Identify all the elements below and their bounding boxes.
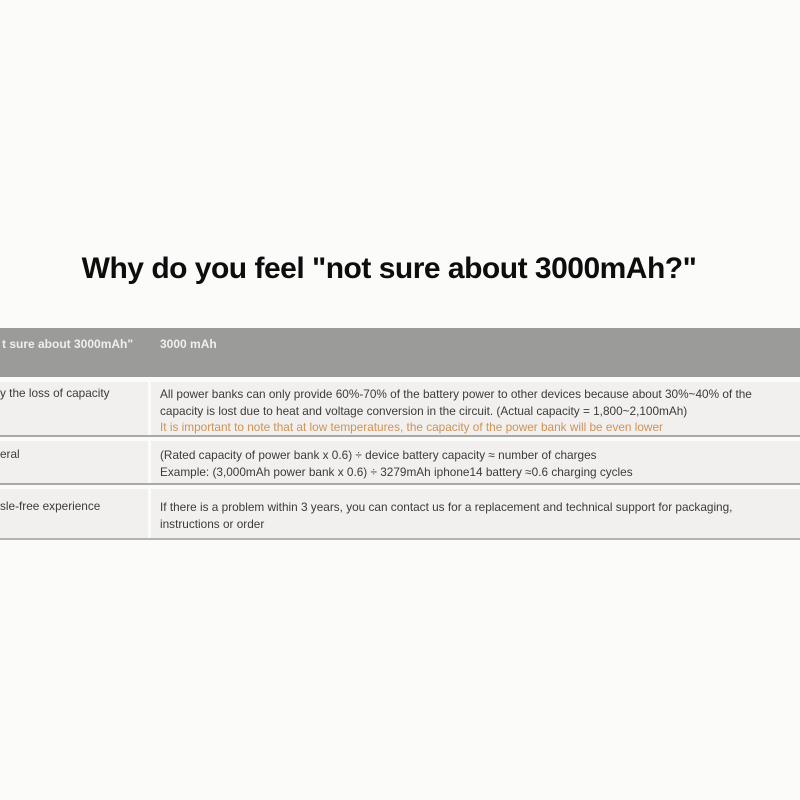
table-row-capacity-loss — [0, 382, 800, 437]
capacity-info-table — [0, 328, 800, 540]
content-line: instructions or order — [160, 516, 265, 531]
table-header-row — [0, 328, 800, 377]
content-line: capacity is lost due to heat and voltage conversion in the circuit. (Actual capacity = 1,800~2,100mAh) — [160, 403, 688, 418]
content-line: Example: (3,000mAh power bank x 0.6) ÷ 3279mAh iphone14 battery ≈0.6 charging cycles — [160, 464, 633, 479]
row-content — [151, 489, 800, 538]
content-line: If there is a problem within 3 years, you can contact us for a replacement and technical support for packaging, — [160, 500, 733, 514]
table-header-right: 3000 mAh — [160, 337, 217, 351]
content-note-line: It is important to note that at low temperatures, the capacity of the power bank will be even lower — [160, 420, 663, 434]
row-content — [151, 382, 800, 435]
row-label: sle-free experience — [0, 489, 148, 538]
row-content — [151, 441, 800, 483]
content-line: (Rated capacity of power bank x 0.6) ÷ device battery capacity ≈ number of charges — [160, 448, 597, 462]
table-row-charge-formula — [0, 441, 800, 485]
table-header-left: t sure about 3000mAh" — [2, 337, 134, 351]
table-row-warranty — [0, 489, 800, 540]
content-line: All power banks can only provide 60%-70% of the battery power to other devices because about 30%~40% of the — [160, 387, 752, 401]
row-label: eral — [0, 441, 148, 483]
page-title: Why do you feel "not sure about 3000mAh?" — [81, 252, 697, 285]
row-label: y the loss of capacity — [0, 382, 148, 435]
